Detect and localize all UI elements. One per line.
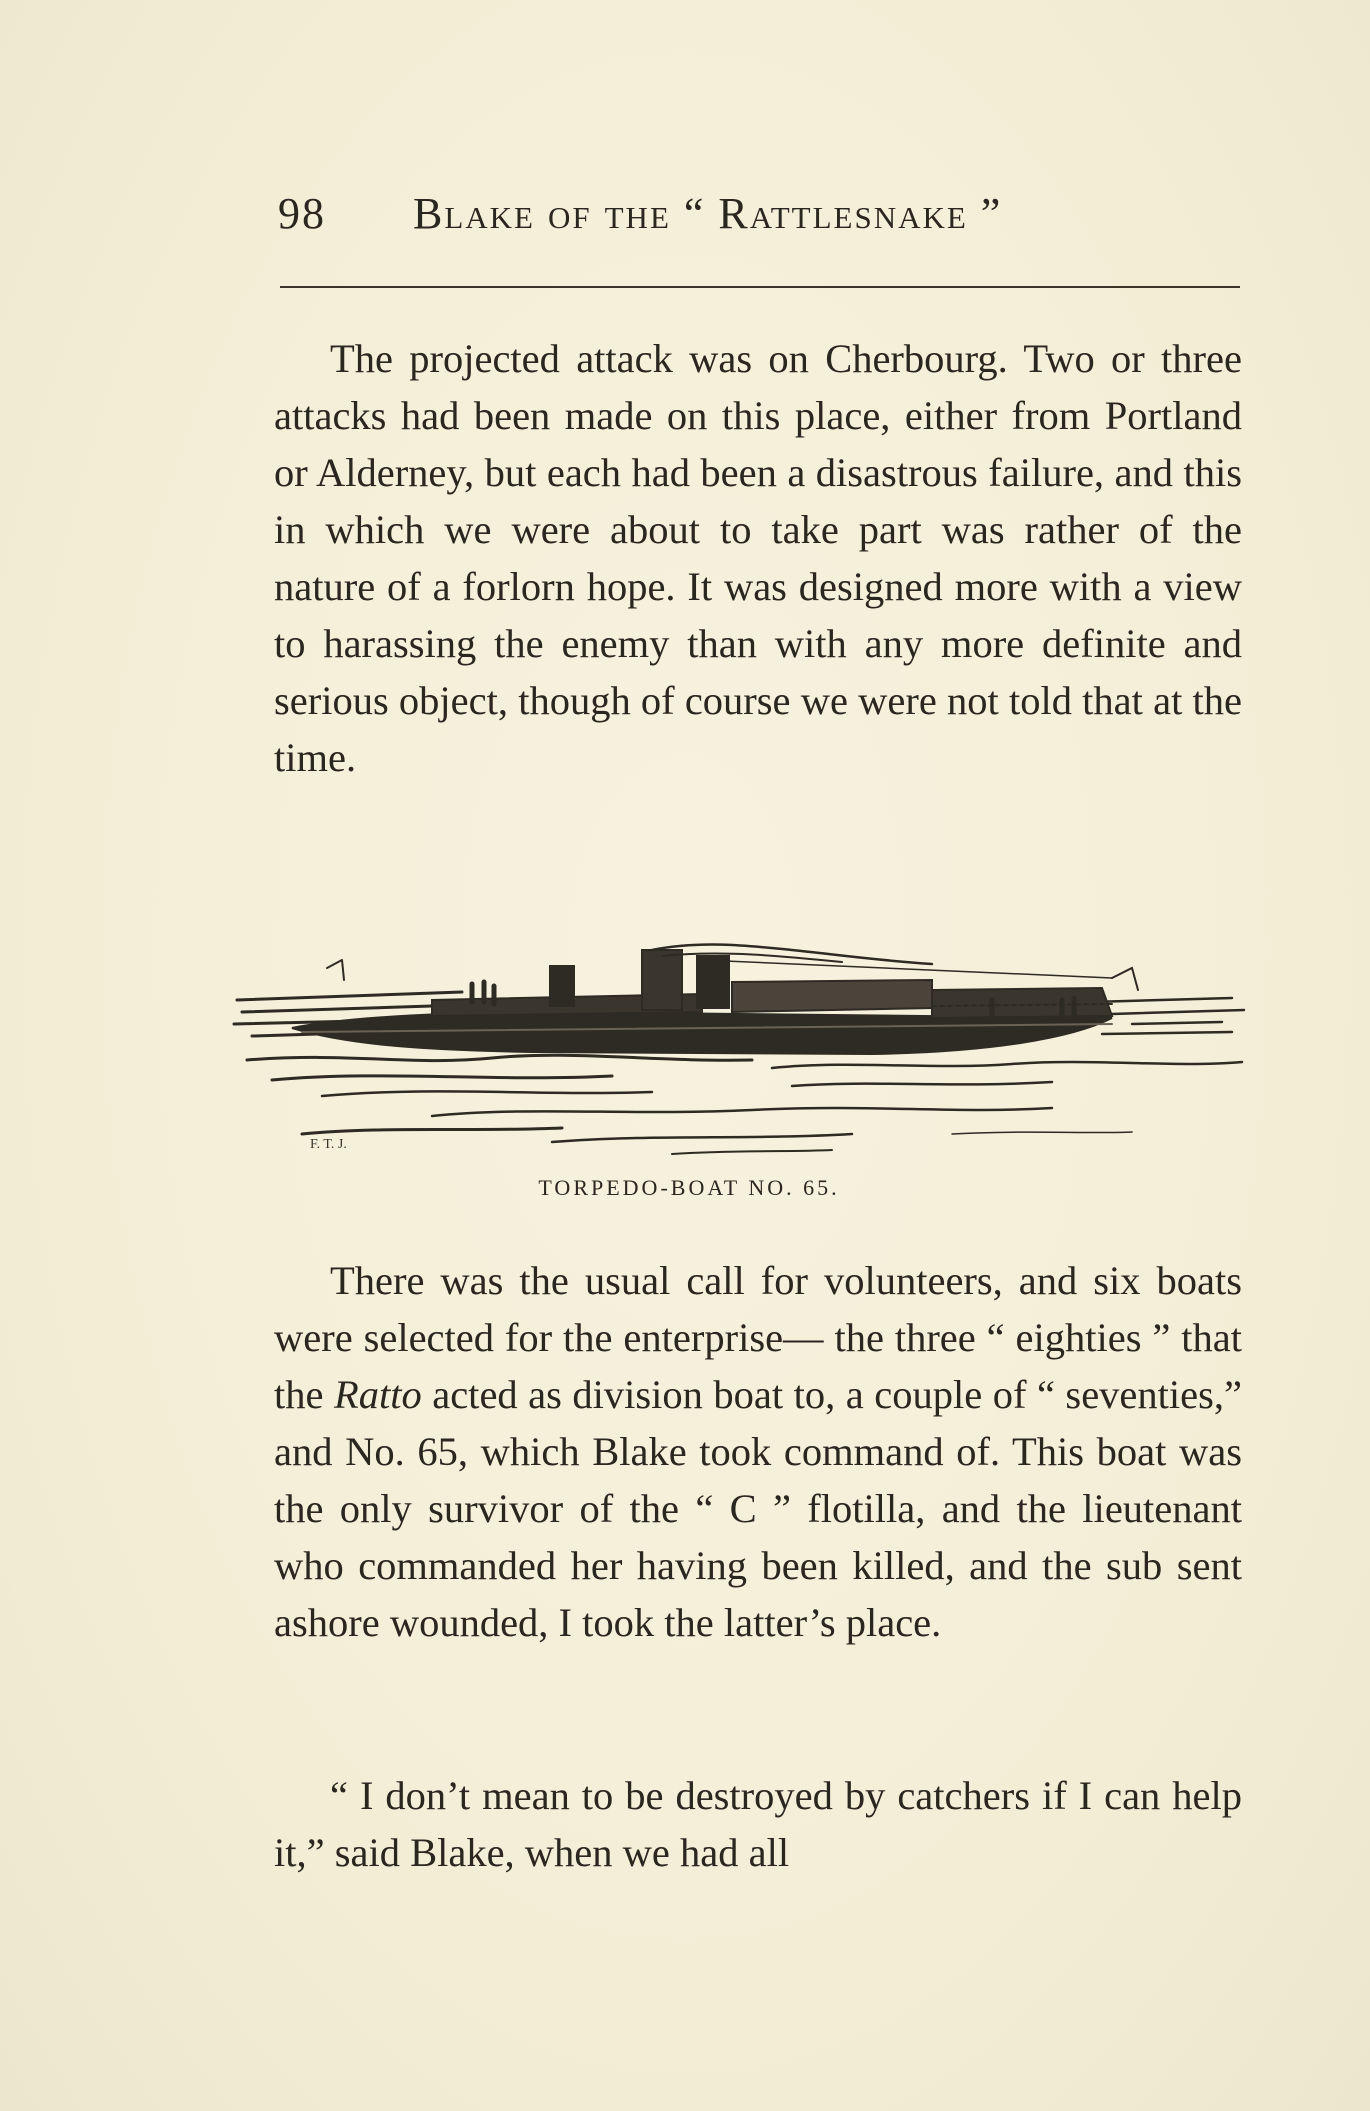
figure-caption <box>0 1175 1370 1201</box>
paragraph-2 <box>274 1252 1242 1651</box>
paragraph-3 <box>274 1767 1242 1881</box>
paragraph-1-text: The projected attack was on Cherbourg. Two or three attacks had been made on this place, either from Portland or Alderney, but each had been a disastrous failure, and this in which we were about to take part was rather of the nature of a forlorn hope. It was designed more with a view to harassing the enemy than with any more definite and serious object, though of course we were not told that at the time. <box>274 336 1242 780</box>
header-rule <box>280 286 1240 288</box>
torpedo-boat-illustration <box>232 920 1247 1170</box>
running-title: Blake of the “ Rattlesnake ” <box>413 189 1003 238</box>
ship-name-ratto: Ratto <box>333 1372 422 1417</box>
engraver-signature: F. T. J. <box>310 1137 347 1152</box>
figure-caption-text: TORPEDO-BOAT NO. 65. <box>538 1175 840 1200</box>
paragraph-2-text-a: There was the usual call for volunteers, and six boats were selected for the enterprise— the three “ eighties ” that the <box>274 1258 1242 1417</box>
page-number: 98 <box>278 189 326 238</box>
running-header <box>278 188 1238 244</box>
paragraph-1 <box>274 330 1242 786</box>
paragraph-2-text-b: acted as division boat to, a couple of “ seventies,” and No. 65, which Blake took command of. This boat was the only survivor of the “ C ” flotilla, and the lieutenant who commanded her having been killed, and the sub sent ashore wounded, I took the latter’s place. <box>274 1372 1242 1645</box>
paragraph-3-text: “ I don’t mean to be destroyed by catchers if I can help it,” said Blake, when we had all <box>274 1773 1242 1875</box>
torpedo-boat-engraving <box>232 920 1247 1170</box>
